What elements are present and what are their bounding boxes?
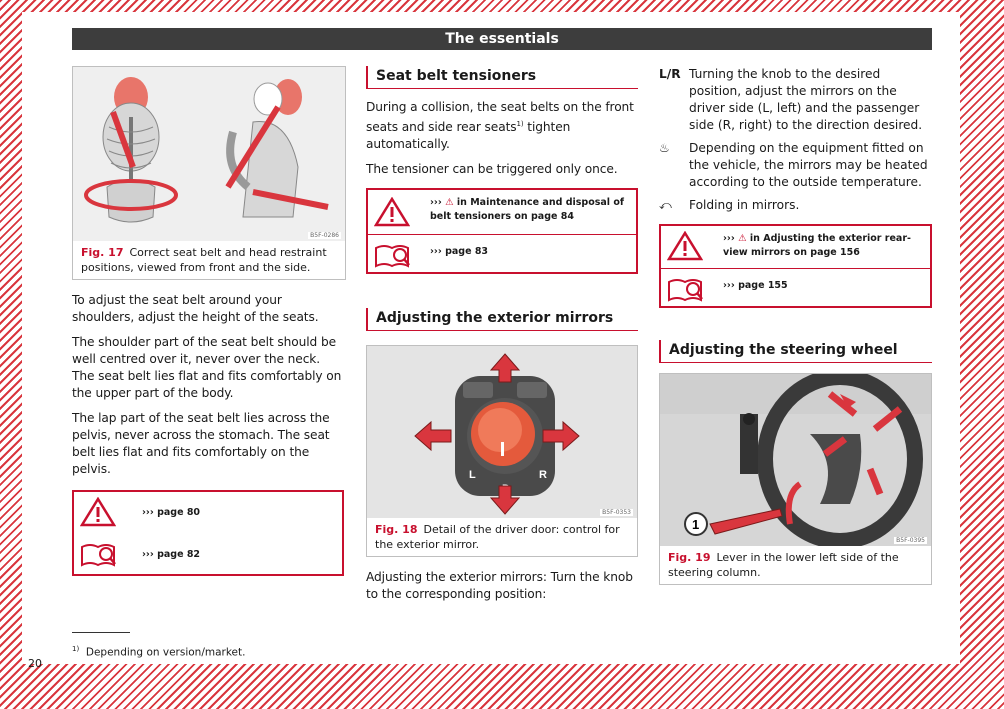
warning-box (72, 490, 344, 576)
warning-box (366, 188, 638, 274)
figure-number: Fig. 18 (375, 523, 418, 537)
column-1 (72, 66, 344, 576)
list-label: L/R (659, 67, 681, 81)
figure-code: B5F-0353 (602, 509, 631, 517)
warning-row (74, 492, 342, 534)
figure-caption (73, 241, 345, 279)
section-heading: Seat belt tensioners (366, 66, 638, 89)
warning-triangle-icon (667, 231, 703, 261)
manual-magnifier-icon (374, 240, 410, 270)
warning-row (661, 226, 930, 269)
page-link[interactable]: ››› page 82 (142, 549, 201, 560)
note-row (368, 235, 636, 273)
note-row (661, 269, 930, 307)
figure-caption-text: Lever in the lower left side of the steering column. (668, 551, 899, 579)
figure-caption-text: Detail of the driver door: control for the exterior mirror. (375, 523, 620, 552)
steering-drawing (660, 374, 931, 546)
footnote: $^{1)}$ Depending on version/market. (72, 645, 246, 659)
knob-l-mark: L (469, 469, 476, 482)
warning-triangle-icon (80, 497, 116, 527)
page-link[interactable]: ››› page 80 (142, 507, 201, 518)
fold-mirror-icon: ⤺ (659, 198, 672, 212)
figure-number: Fig. 19 (668, 551, 711, 564)
figure-caption (367, 518, 637, 556)
seatbelt-drawing (73, 67, 345, 241)
figure-19 (659, 373, 932, 585)
figure-caption (660, 546, 931, 584)
footnote-rule (72, 632, 130, 633)
figure-number: Fig. 17 (81, 246, 124, 259)
list-item: ♨ Depending on the equipment fitted on the vehicle, the mirrors may be heated according to the outside temperature. (659, 141, 928, 189)
paragraph: During a collision, the seat belts on the front seats and side rear seats$^{1)}$ tighten automatically. (366, 100, 634, 152)
paragraph: To adjust the seat belt around your shoulders, adjust the height of the seats. (72, 293, 319, 324)
page-link[interactable]: ››› page 83 (430, 246, 489, 258)
section-heading: Adjusting the exterior mirrors (366, 308, 638, 331)
warning-small-icon: ⚠ (738, 233, 747, 244)
warning-row (368, 190, 636, 235)
knob-r-mark: R (539, 469, 547, 482)
mirror-control-illustration (367, 346, 637, 518)
page-number: 20 (28, 657, 42, 670)
heated-mirror-icon: ♨ (659, 141, 670, 155)
warning-link[interactable]: ››› ⚠ in Maintenance and disposal of belt tensioners on page 84 (430, 197, 625, 223)
figure-code: B5F-0395 (896, 537, 925, 544)
figure-caption-text: Correct seat belt and head restraint positions, viewed from front and the side. (81, 246, 327, 274)
note-row (74, 534, 342, 572)
column-2 (366, 66, 638, 611)
paragraph: The lap part of the seat belt lies across the pelvis, never across the stomach. The seat belt lies flat and fits comfortably on the pelvis. (72, 411, 330, 476)
callout-number: 1 (692, 517, 700, 532)
warning-box (659, 224, 932, 308)
list-item: L/R Turning the knob to the desired position, adjust the mirrors on the driver side (L, left) and the passenger side (R, right) to the direction desired. (659, 67, 923, 132)
page-link[interactable]: ››› page 155 (723, 280, 788, 291)
manual-magnifier-icon (667, 274, 703, 304)
seatbelt-illustration (73, 67, 345, 241)
figure-17 (72, 66, 346, 280)
warning-link[interactable]: ››› ⚠ in Adjusting the exterior rear-view mirrors on page 156 (723, 233, 911, 258)
paragraph: The tensioner can be triggered only once. (366, 162, 618, 177)
figure-18 (366, 345, 638, 557)
mirror-knob-drawing (367, 346, 637, 518)
warning-small-icon: ⚠ (445, 197, 454, 209)
figure-code: B5F-0286 (310, 232, 339, 239)
chapter-title: The essentials (72, 28, 932, 50)
warning-triangle-icon (374, 197, 410, 227)
steering-illustration (660, 374, 931, 546)
paragraph: The shoulder part of the seat belt should be well centred over it, never over the neck. The seat belt lies flat and fits comfortably on the upper part of the body. (72, 335, 342, 400)
paragraph: Adjusting the exterior mirrors: Turn the knob to the corresponding position: (366, 570, 633, 602)
column-3 (659, 66, 932, 585)
section-heading: Adjusting the steering wheel (659, 340, 932, 363)
manual-magnifier-icon (80, 539, 116, 569)
list-item: ⤺ Folding in mirrors. (659, 198, 800, 212)
